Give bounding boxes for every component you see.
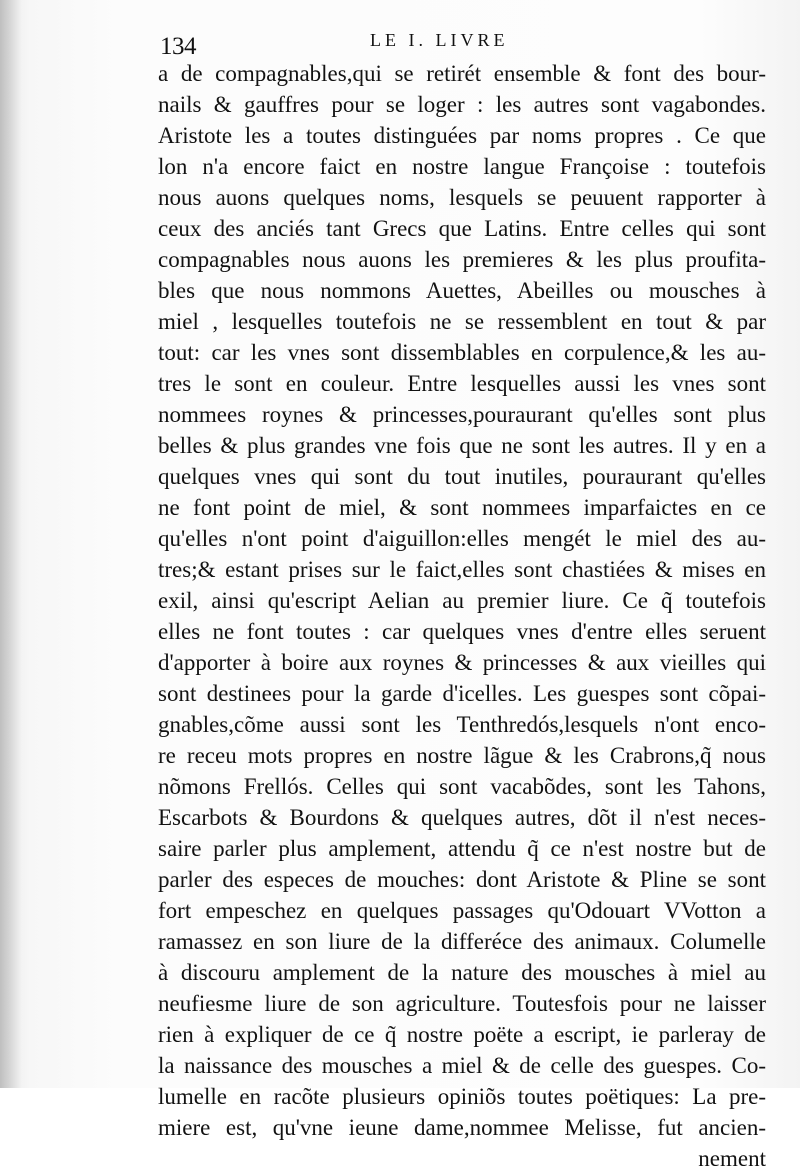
text-line: ramassez en son liure de la differéce des animaux. Columelle [158, 929, 766, 954]
text-line: quelques vnes qui sont du tout inutiles, pouraurant qu'elles [158, 464, 766, 489]
text-line: d'apporter à boire aux roynes & princesses & aux vieilles qui [158, 650, 766, 675]
text-line: à discouru amplement de la nature des mousches à miel au [158, 960, 766, 985]
text-line: ne font point de miel, & sont nommees imparfaictes en ce [158, 495, 766, 520]
text-line: belles & plus grandes vne fois que ne sont les autres. Il y en a [158, 433, 766, 458]
text-line: nommees roynes & princesses,pouraurant qu'elles sont plus [158, 402, 766, 427]
text-line: nous auons quelques noms, lesquels se peuuent rapporter à [158, 185, 766, 210]
text-line: sont destinees pour la garde d'icelles. Les guespes sont cõpai- [158, 681, 766, 706]
gutter-shadow [0, 0, 22, 1088]
text-line: elles ne font toutes : car quelques vnes d'entre elles seruent [158, 619, 766, 644]
text-line: nõmons Frellós. Celles qui sont vacabõdes, sont les Tahons, [158, 774, 766, 799]
text-line: saire parler plus amplement, attendu q̃ ce n'est nostre but de [158, 836, 766, 861]
text-line: ceux des anciés tant Grecs que Latins. Entre celles qui sont [158, 216, 766, 241]
text-line: tres le sont en couleur. Entre lesquelles aussi les vnes sont [158, 371, 766, 396]
running-head: LE I. LIVRE [370, 30, 509, 50]
page-number: 134 [160, 33, 196, 60]
text-line: lumelle en racõte plusieurs opiniõs toutes poëtiques: La pre- [158, 1084, 766, 1109]
text-line: parler des especes de mouches: dont Aristote & Pline se sont [158, 867, 766, 892]
text-line: fort empeschez en quelques passages qu'Odouart VVotton a [158, 898, 766, 923]
text-line: compagnables nous auons les premieres & les plus proufita- [158, 247, 766, 272]
text-line: neufiesme liure de son agriculture. Toutesfois pour ne laisser [158, 991, 766, 1016]
text-line: Escarbots & Bourdons & quelques autres, dõt il n'est neces- [158, 805, 766, 830]
text-line: a de compagnables,qui se retirét ensemble & font des bour- [158, 61, 766, 86]
text-line: exil, ainsi qu'escript Aelian au premier liure. Ce q̃ toutefois [158, 588, 766, 613]
page-header [160, 28, 760, 58]
text-line: miere est, qu'vne ieune dame,nommee Melisse, fut ancien- [158, 1115, 766, 1140]
text-line: bles que nous nommons Auettes, Abeilles ou mousches à [158, 278, 766, 303]
text-line: tout: car les vnes sont dissemblables en corpulence,& les au- [158, 340, 766, 365]
text-line: la naissance des mousches a miel & de celle des guespes. Co- [158, 1053, 766, 1078]
body-text [158, 58, 766, 1174]
text-line: qu'elles n'ont point d'aiguillon:elles mengét le miel des au- [158, 526, 766, 551]
text-line: miel , lesquelles toutefois ne se ressemblent en tout & par [158, 309, 766, 334]
text-line: gnables,cõme aussi sont les Tenthredós,lesquels n'ont enco- [158, 712, 766, 737]
text-line: tres;& estant prises sur le faict,elles sont chastiées & mises en [158, 557, 766, 582]
text-line: Aristote les a toutes distinguées par noms propres . Ce que [158, 123, 766, 148]
text-line: lon n'a encore faict en nostre langue Françoise : toutefois [158, 154, 766, 179]
catchword: nement [698, 1146, 766, 1171]
text-line: nails & gauffres pour se loger : les autres sont vagabondes. [158, 92, 766, 117]
text-line: re receu mots propres en nostre lãgue & les Crabrons,q̃ nous [158, 743, 766, 768]
text-line: rien à expliquer de ce q̃ nostre poëte a escript, ie parleray de [158, 1022, 766, 1047]
